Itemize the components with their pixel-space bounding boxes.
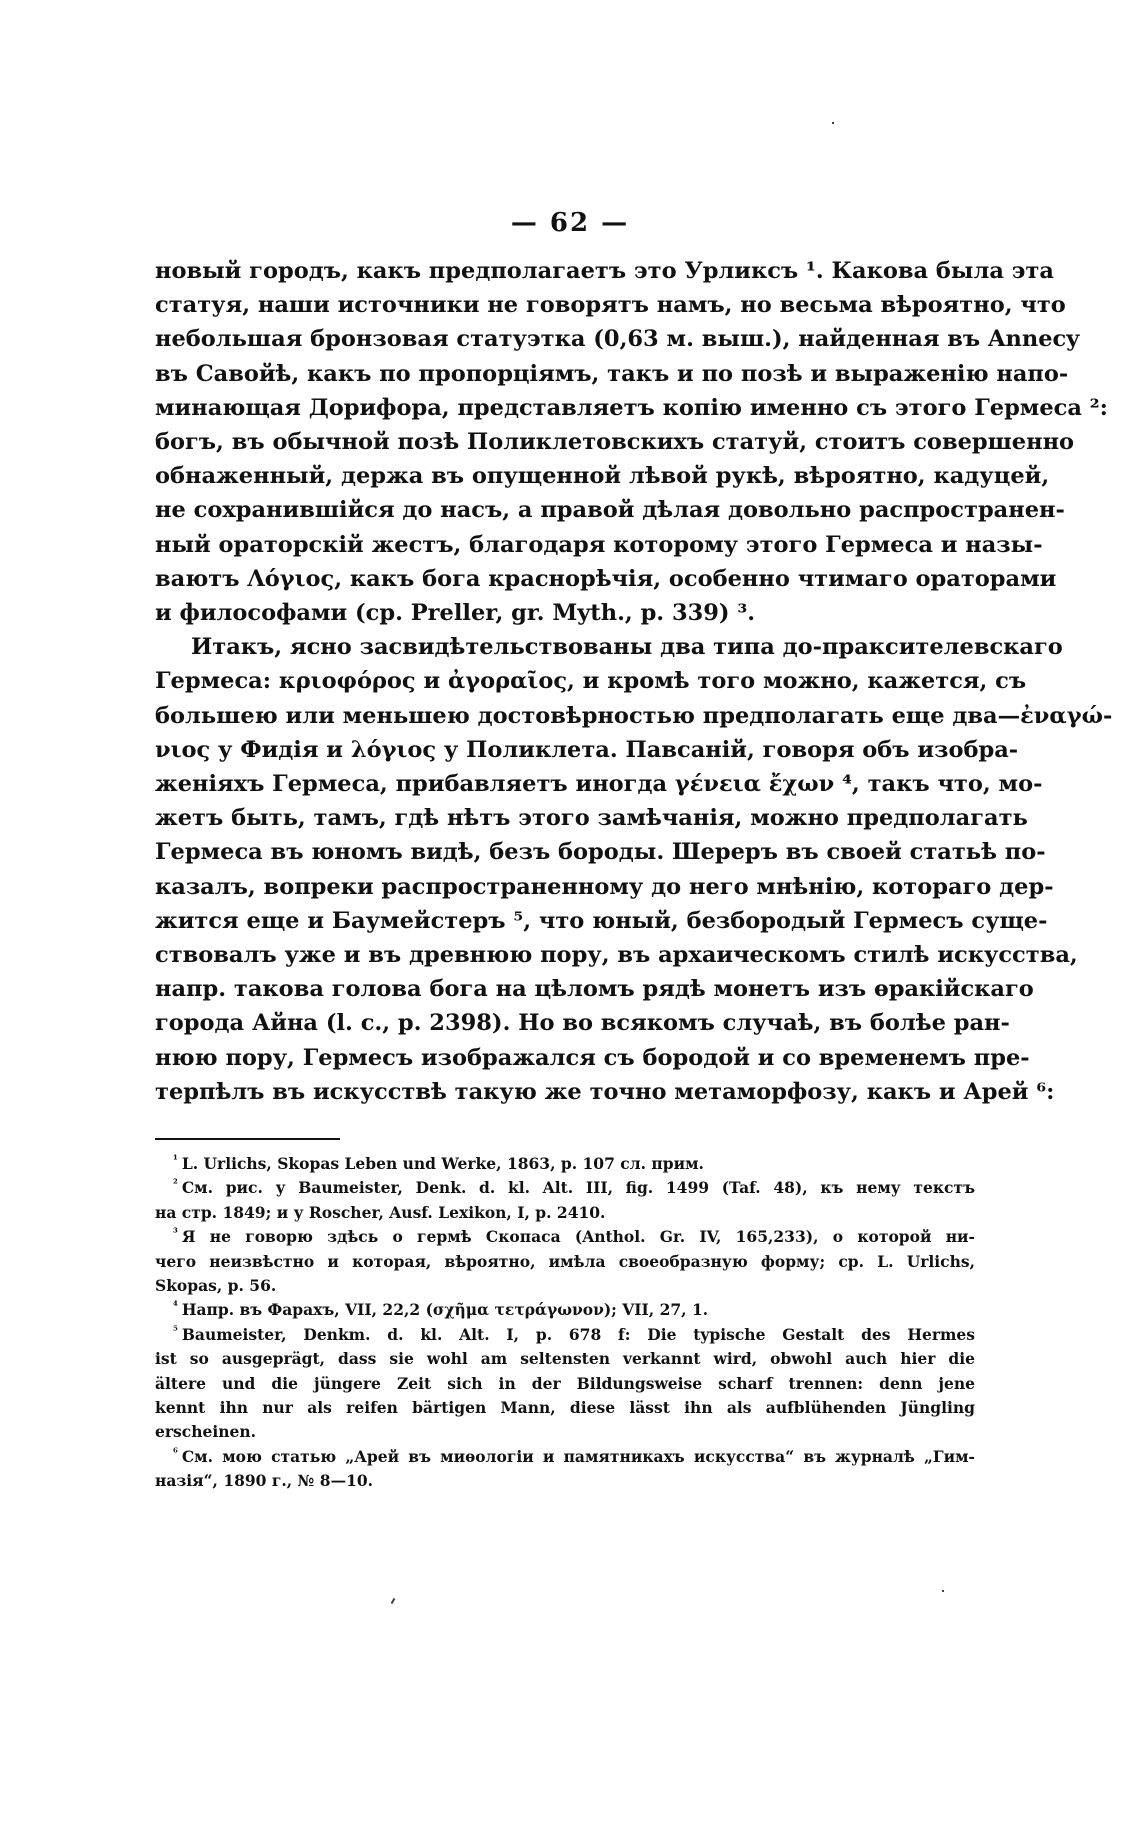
text-line: νιος у Фидія и λόγιος у Поликлета. Павсаній, говоря объ изобра-: [155, 736, 1019, 763]
footnote-line: ist so ausgeprägt, dass sie wohl am seltensten verkannt wird, obwohl auch hier die: [155, 1349, 975, 1369]
footnote-line: назія“, 1890 г., № 8—10.: [155, 1471, 374, 1491]
footnote-text: См. рис. у Baumeister, Denk. d. kl. Alt. III, fig. 1499 (Taf. 48), къ нему текстъ: [181, 1178, 975, 1198]
footnote-line: [155, 1323, 975, 1347]
text-line: Итакъ, ясно засвидѣтельствованы два типа до-праксителевскаго: [191, 634, 1063, 661]
text-line: богъ, въ обычной позѣ Поликлетовскихъ статуй, стоитъ совершенно: [155, 429, 1075, 456]
scan-speck: [942, 1590, 944, 1592]
scan-speck: [832, 122, 834, 124]
footnote-line: [155, 1152, 975, 1176]
text-line: обнаженный, держа въ опущенной лѣвой рукѣ, вѣроятно, кадуцей,: [155, 463, 1050, 490]
footnote-text: См. мою статью „Арей въ миѳологіи и памятникахъ искусства“ въ журналѣ „Гим-: [181, 1446, 975, 1466]
text-line: жетъ быть, тамъ, гдѣ нѣтъ этого замѣчанія, можно предполагать: [155, 805, 1028, 832]
footnote-4: [155, 1298, 975, 1322]
text-line: не сохранившійся до насъ, а правой дѣлая довольно распространен-: [155, 497, 1065, 524]
text-line: казалъ, вопреки распространенному до него мнѣнію, котораго дер-: [155, 873, 1054, 900]
text-line: женіяхъ Гермеса, прибавляетъ иногда γένεια ἔχων ⁴, такъ что, мо-: [155, 771, 1043, 798]
text-line: нюю пору, Гермесъ изображался съ бородой и со временемъ пре-: [155, 1044, 1030, 1071]
text-line: въ Савойѣ, какъ по пропорціямъ, такъ и по позѣ и выраженію напо-: [155, 360, 1069, 387]
page-number: — 62 —: [510, 208, 630, 238]
text-line: Гермеса въ юномъ видѣ, безъ бороды. Шереръ въ своей статьѣ по-: [155, 839, 1046, 866]
text-line: Гермеса: κριοφόρος и ἀγοραῖος, и кромѣ того можно, кажется, съ: [155, 668, 1027, 695]
footnote-text: Напр. въ Фарахъ, VII, 22,2 (σχῆμα τετράγωνον); VII, 27, 1.: [181, 1300, 709, 1320]
text-line: терпѣлъ въ искусствѣ такую же точно метаморфозу, какъ и Арей ⁶:: [155, 1078, 1055, 1105]
paragraph-2: [155, 630, 1113, 1109]
footnote-mark: ⁴: [173, 1299, 178, 1313]
text-line: ствовалъ уже и въ древнюю пору, въ архаическомъ стилѣ искусства,: [155, 942, 1078, 969]
footnote-1: [155, 1152, 975, 1176]
text-line: города Айна (l. c., p. 2398). Но во всякомъ случаѣ, въ болѣе ран-: [155, 1010, 1010, 1037]
footnote-line: [155, 1445, 975, 1469]
footnote-line: [155, 1298, 975, 1322]
text-line: напр. такова голова бога на цѣломъ рядѣ монетъ изъ ѳракійскаго: [155, 976, 1034, 1003]
text-line: минающая Дорифора, представляетъ копію именно съ этого Гермеса ²:: [155, 394, 1108, 421]
text-line: небольшая бронзовая статуэтка (0,63 м. выш.), найденная въ Annecy: [155, 326, 1080, 353]
footnote-divider: [155, 1138, 340, 1140]
footnote-3: [155, 1225, 975, 1298]
footnote-2: [155, 1176, 975, 1225]
text-line: статуя, наши источники не говорятъ намъ, но весьма вѣроятно, что: [155, 292, 1066, 319]
footnote-line: Skopas, p. 56.: [155, 1276, 277, 1296]
footnote-line: [155, 1176, 975, 1200]
main-text: [155, 254, 1113, 1109]
paragraph-1: [155, 254, 1108, 630]
footnote-6: [155, 1445, 975, 1494]
footnote-mark: ³: [173, 1226, 178, 1240]
footnote-mark: ²: [173, 1177, 178, 1191]
footnote-mark: ¹: [173, 1152, 178, 1166]
footnote-text: Я не говорю здѣсь о гермѣ Скопаса (Anthol. Gr. IV, 165,233), о которой ни-: [181, 1227, 975, 1247]
scan-speck: [391, 1598, 396, 1604]
footnote-line: на стр. 1849; и у Roscher, Ausf. Lexikon, I, p. 2410.: [155, 1202, 606, 1222]
text-line: большею или меньшею достовѣрностью предполагать еще два—ἐναγώ-: [155, 702, 1113, 729]
footnote-line: erscheinen.: [155, 1422, 257, 1442]
footnote-text: L. Urlichs, Skopas Leben und Werke, 1863, p. 107 сл. прим.: [181, 1154, 704, 1173]
footnotes: [155, 1152, 975, 1494]
footnote-line: [155, 1225, 975, 1249]
text-line: новый городъ, какъ предполагаетъ это Урликсъ ¹. Какова была эта: [155, 258, 1054, 284]
footnote-5: [155, 1323, 975, 1445]
footnote-mark: ⁵: [173, 1323, 178, 1337]
footnote-line: kennt ihn nur als reifen bärtigen Mann, diese lässt ihn als aufblühenden Jüngling: [155, 1398, 975, 1418]
footnote-mark: ⁶: [173, 1445, 178, 1459]
footnote-line: ältere und die jüngere Zeit sich in der Bildungsweise scharf trennen: denn jene: [155, 1373, 975, 1393]
footnote-text: Baumeister, Denkm. d. kl. Alt. I, p. 678 f: Die typische Gestalt des Hermes: [181, 1324, 975, 1344]
text-line: ный ораторскій жестъ, благодаря которому этого Гермеса и назы-: [155, 531, 1043, 558]
text-line: ваютъ Λόγιος, какъ бога краснорѣчія, особенно чтимаго ораторами: [155, 565, 1057, 592]
text-line: и философами (ср. Preller, gr. Myth., p. 339) ³.: [155, 600, 756, 627]
text-line: жится еще и Баумейстеръ ⁵, что юный, безбородый Гермесъ суще-: [155, 907, 1048, 934]
footnote-line: чего неизвѣстно и которая, вѣроятно, имѣла своеобразную форму; ср. L. Urlichs,: [155, 1251, 975, 1271]
